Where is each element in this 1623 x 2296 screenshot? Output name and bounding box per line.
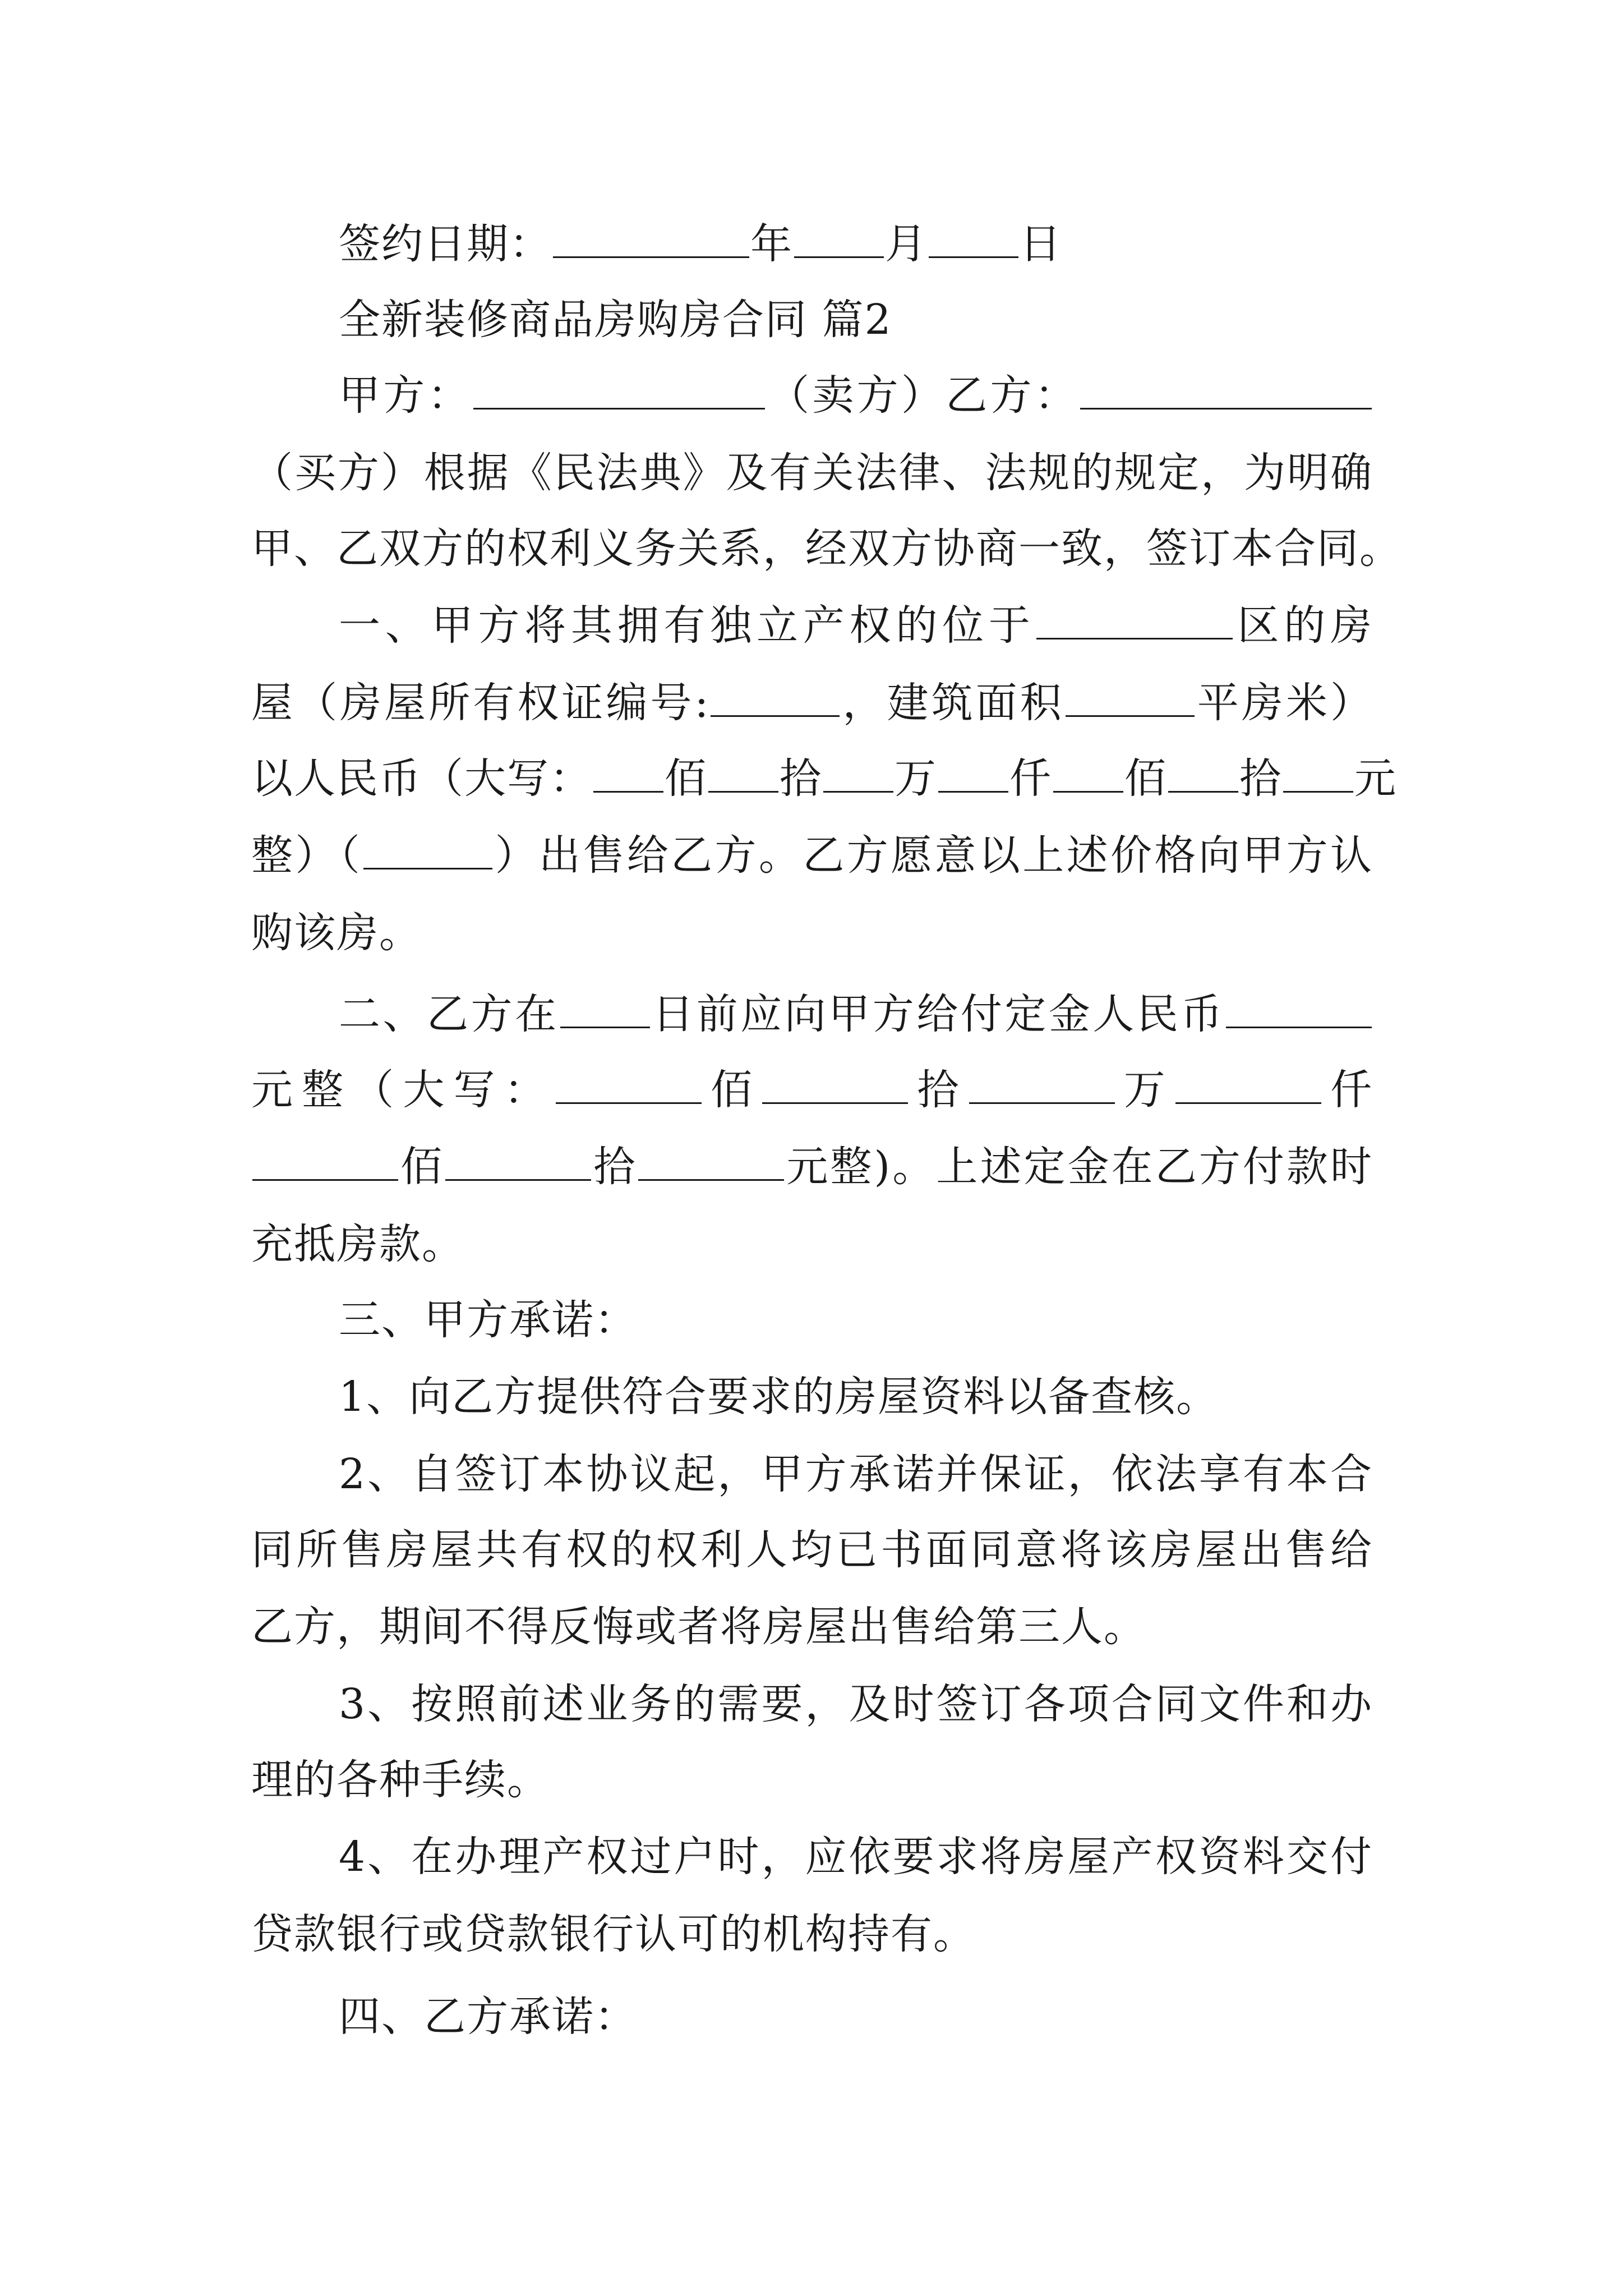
price-blank — [1283, 755, 1353, 793]
parties-intro-end-line: 甲、乙双方的权利义务关系，经双方协商一致，签订本合同。 — [251, 524, 1402, 573]
district-blank — [1036, 602, 1233, 639]
unit-wan: 万 — [895, 754, 937, 803]
unit-wan: 万 — [1115, 1066, 1174, 1114]
cert-number-blank — [711, 679, 840, 717]
deposit-blank — [969, 1066, 1115, 1104]
clause2-line1 — [339, 986, 1373, 1042]
day-blank — [929, 220, 1018, 258]
unit-bai: 佰 — [399, 1143, 445, 1191]
deposit-blank — [556, 1066, 702, 1104]
clause3-item2-line1: 2、自签订本协议起，甲方承诺并保证，依法享有本合 — [339, 1450, 1373, 1498]
party-b-blank — [1080, 372, 1372, 409]
deposit-blank — [762, 1066, 908, 1104]
signing-date-line — [339, 216, 1373, 272]
unit-qian: 仟 — [1009, 754, 1052, 803]
unit-shi: 拾 — [592, 1143, 638, 1191]
clause3-item1: 1、向乙方提供符合要求的房屋资料以备查核。 — [339, 1373, 1219, 1421]
area-label: ，建筑面积 — [841, 679, 1064, 727]
clause2-text-b: 日前应向甲方给付定金人民币 — [651, 990, 1225, 1038]
unit-yuan: 元 — [1354, 754, 1397, 803]
unit-shi: 拾 — [780, 754, 822, 803]
clause3-item4-line1: 4、在办理产权过户时，应依要求将房屋产权资料交付 — [339, 1833, 1373, 1881]
clause2-text-a: 二、乙方在 — [339, 990, 559, 1038]
clause3-item4-line2: 贷款银行或贷款银行认可的机构持有。 — [251, 1910, 976, 1958]
unit-shi: 拾 — [909, 1066, 968, 1114]
parties-intro-line: （买方）根据《民法典》及有关法律、法规的规定，为明确 — [251, 449, 1373, 497]
month-blank — [794, 220, 884, 258]
clause3-heading: 三、甲方承诺： — [339, 1296, 637, 1344]
year-blank — [553, 220, 749, 258]
clause2-text-c: 元整（大写： — [251, 1066, 555, 1114]
deposit-amount-blank — [1226, 991, 1372, 1028]
area-blank — [1066, 679, 1195, 717]
price-figure-blank — [363, 832, 492, 869]
clause1-line3 — [251, 751, 1397, 807]
deposit-blank — [638, 1143, 784, 1181]
unit-qian: 仟 — [1322, 1066, 1373, 1114]
price-blank — [708, 755, 778, 793]
clause1-line4 — [251, 827, 1373, 884]
clause3-item2-line2: 同所售房屋共有权的权利人均已书面同意将该房屋出售给 — [251, 1526, 1373, 1574]
area-unit: 平房米） — [1195, 679, 1373, 727]
price-blank — [1168, 755, 1238, 793]
unit-bai: 佰 — [1124, 754, 1167, 803]
deposit-blank — [445, 1143, 591, 1181]
signing-date-label: 签约日期： — [339, 220, 552, 268]
cert-number-label: 屋（房屋所有权证编号: — [251, 679, 710, 727]
unit-bai: 佰 — [702, 1066, 762, 1114]
price-blank — [938, 755, 1008, 793]
month-label: 月 — [885, 220, 928, 268]
price-blank — [593, 755, 663, 793]
clause1-text-d: ）出售给乙方。乙方愿意以上述价格向甲方认 — [494, 831, 1373, 880]
clause1-text-b: 区的房 — [1233, 601, 1373, 650]
party-a-blank — [473, 372, 765, 409]
clause1-line1 — [339, 597, 1373, 654]
clause1-line5: 购该房。 — [251, 909, 422, 957]
clause1-line2 — [251, 675, 1373, 731]
clause3-item3-line1: 3、按照前述业务的需要，及时签订各项合同文件和办 — [339, 1680, 1373, 1728]
clause3-item3-line2: 理的各种手续。 — [251, 1756, 550, 1804]
clause4-heading: 四、乙方承诺： — [339, 1993, 637, 2041]
deposit-date-blank — [560, 991, 650, 1028]
deposit-blank — [252, 1143, 398, 1181]
seller-label: （卖方）乙方： — [766, 371, 1080, 420]
unit-shi: 拾 — [1239, 754, 1282, 803]
clause3-item2-line3: 乙方，期间不得反悔或者将房屋出售给第三人。 — [251, 1603, 1146, 1651]
document-title: 全新装修商品房购房合同 篇2 — [339, 296, 892, 344]
price-label: 以人民币（大写： — [251, 754, 592, 803]
day-label: 日 — [1020, 220, 1062, 268]
clause1-text-a: 一、甲方将其拥有独立产权的位于 — [339, 601, 1035, 650]
clause2-text-d: 元整)。上述定金在乙方付款时 — [785, 1143, 1373, 1191]
price-blank — [823, 755, 893, 793]
clause2-line3 — [251, 1139, 1373, 1195]
clause1-text-c: 整）（ — [251, 831, 363, 880]
year-label: 年 — [750, 220, 793, 268]
parties-line — [339, 367, 1373, 424]
deposit-blank — [1175, 1066, 1321, 1104]
clause2-line2 — [251, 1062, 1373, 1118]
clause2-line4: 充抵房款。 — [251, 1220, 464, 1268]
unit-bai: 佰 — [665, 754, 707, 803]
party-a-label: 甲方： — [339, 371, 472, 420]
price-blank — [1053, 755, 1123, 793]
